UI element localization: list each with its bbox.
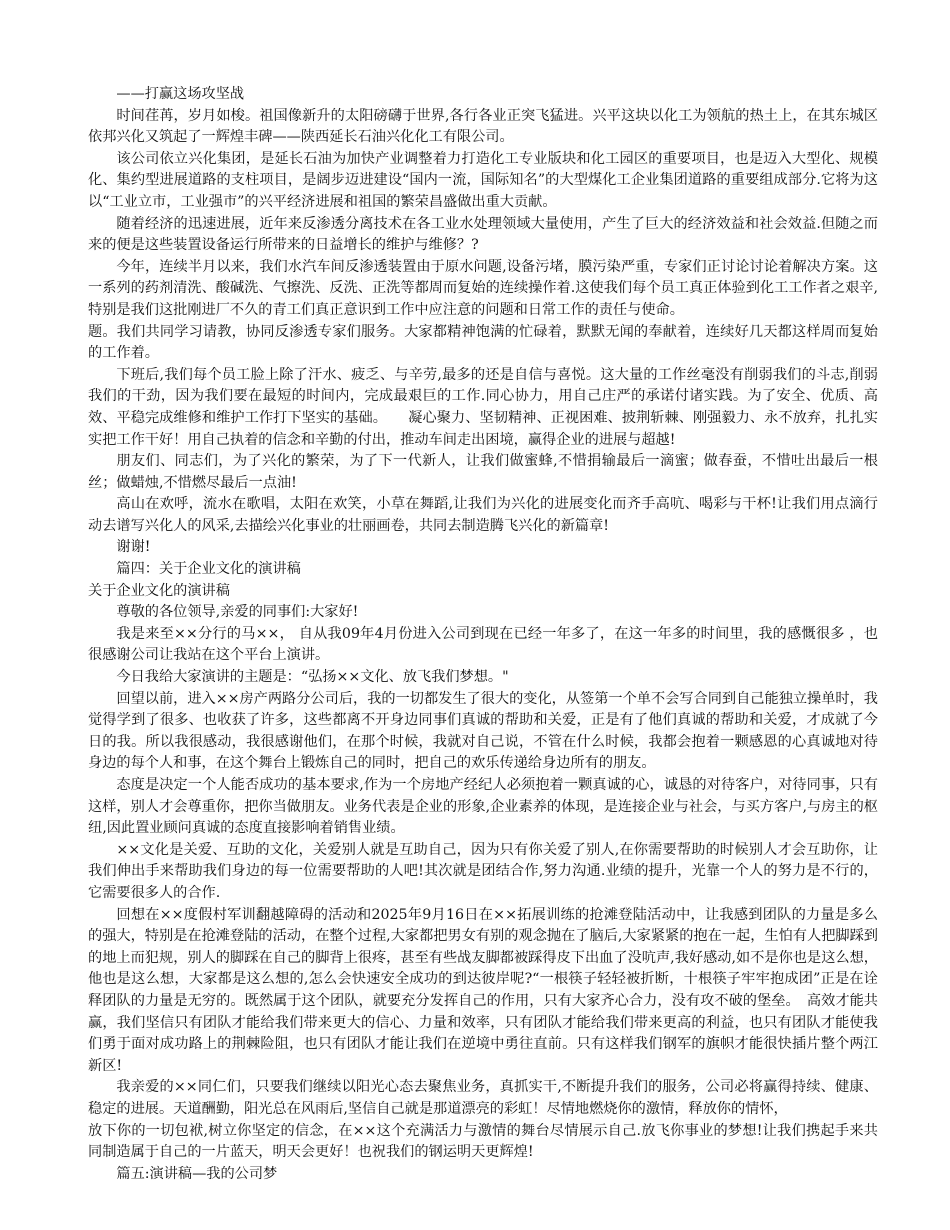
section-title: 关于企业文化的演讲稿 [88,582,230,599]
section-heading: 篇四：关于企业文化的演讲稿 [116,561,301,578]
paragraph: 朋友们、同志们，为了兴化的繁荣，为了下一代新人，让我们做蜜蜂,不惜捐输最后一滴蜜；做春蚕，不惜吐出最后一根丝；做蜡烛,不惜燃尽最后一点油! [88,453,878,491]
paragraph: 尊敬的各位领导,亲爱的同事们:大家好! [116,604,359,621]
paragraph: 该公司依立兴化集团，是延长石油为加快产业调整着力打造化工专业版块和化工园区的重要项目，也是迈入大型化、规模化、集约型进展道路的支柱项目，是阔步迈进建设“国内一流，国际知名”的大型煤化工企业集团道路的重要组成部分.它将为这以“工业立市，工业强市”的兴平经济进展和祖国的繁荣昌盛做出重大贡献。 [88,150,878,210]
paragraph: 我是来至××分行的马××， 自从我09年4月份进入公司到现在已经一年多了，在这一年多的时间里，我的感慨很多 ，也很感谢公司让我站在这个平台上演讲。 [88,625,878,664]
paragraph: 高山在欢呼，流水在歌唱，太阳在欢笑，小草在舞蹈,让我们为兴化的进展变化而齐手高吭、喝彩与干杯!让我们用点滴行动去谱写兴化人的风采,去描绘兴化事业的壮丽画卷，共同去制造腾飞兴化的新篇章! [88,496,878,534]
paragraph: ××文化是关爱、互助的文化，关爱别人就是互助自己，因为只有你关爱了别人,在你需要帮助的时候别人才会互助你，让我们伸出手来帮助我们身边的每一位需要帮助的人吧!其次就是团结合作,努力沟通.业绩的提升，光靠一个人的努力是不行的，它需要很多人的合作. [88,841,878,901]
paragraph: 态度是决定一个人能否成功的基本要求,作为一个房地产经纪人必须抱着一颗真诚的心，诚恳的对待客户，对待同事，只有这样，别人才会尊重你，把你当做朋友。业务代表是企业的形象,企业素养的体现，是连接企业与社会，与买方客户,与房主的枢纽,因此置业顾问真诚的态度直接影响着销售业绩。 [88,777,878,837]
document-body [88,84,878,1185]
paragraph: 今年，连续半月以来，我们水汽车间反渗透装置由于原水问题,设备污堵，膜污染严重，专家们正讨论讨论着解决方案。这一系列的药剂清洗、酸碱洗、气擦洗、反洗、正洗等都周而复始的连续操作着.这使我们每个员工真正体验到化工工作者之艰辛,特别是我们这批刚进厂不久的青工们真正意识到工作中应注意的问题和日常工作的责任与使命。 [88,258,878,318]
paragraph: 今日我给大家演讲的主题是：“弘扬××文化、放飞我们梦想。" [116,669,509,686]
section-heading: 篇五:演讲稿—我的公司梦 [116,1165,278,1182]
paragraph: 下班后,我们每个员工脸上除了汗水、疲乏、与辛劳,最多的还是自信与喜悦。这大量的工作丝毫没有削弱我们的斗志,削弱我们的干劲，因为我们要在最短的时间内，完成最艰巨的工作.同心协力，用自己庄严的承诺付诸实践。为了安全、优质、高效、平稳完成维修和维护工作打下坚实的基础。 凝心聚力、坚韧精神、正视困难、披荆斩棘、刚强毅力、永不放弃，扎扎实实把工作干好！用自己执着的信念和辛勤的付出，推动车间走出困境，赢得企业的进展与超越! [88,366,878,448]
paragraph: ——打赢这场攻坚战 [116,86,245,102]
paragraph: 放下你的一切包袱,树立你坚定的信念，在××这个充满活力与激情的舞台尽情展示自己.放飞你事业的梦想!让我们携起手来共同制造属于自己的一片蓝天，明天会更好！也祝我们的钢运明天更辉煌! [88,1122,878,1161]
paragraph: 我亲爱的××同仁们，只要我们继续以阳光心态去聚焦业务，真抓实干,不断提升我们的服务，公司必将赢得持续、健康、稳定的进展。天道酬勤，阳光总在风雨后,坚信自己就是那道漂亮的彩虹！尽情地燃烧你的激情，释放你的情怀， [88,1079,878,1117]
paragraph: 题。我们共同学习请教，协同反渗透专家们服务。大家都精神饱满的忙碌着，默默无闻的奉献着，连续好几天都这样周而复始的工作着。 [88,323,878,362]
paragraph: 谢谢! [116,539,151,556]
paragraph: 回望以前，进入××房产两路分公司后，我的一切都发生了很大的变化，从签第一个单不会写合同到自己能独立操单时，我觉得学到了很多、也收获了许多，这些都离不开身边同事们真诚的帮助和关爱，正是有了他们真诚的帮助和关爱，才成就了今日的我。所以我很感动，我很感谢他们，在那个时候，我就对自己说，不管在什么时候，我都会抱着一颗感恩的心真诚地对待身边的每个人和事，在这个舞台上锻炼自己的同时，把自己的欢乐传递给身边所有的朋友。 [88,690,878,772]
paragraph: 随着经济的迅速进展，近年来反渗透分离技术在各工业水处理领域大量使用，产生了巨大的经济效益和社会效益.但随之而来的便是这些装置设备运行所带来的日益增长的维护与维修？? [88,215,878,254]
paragraph: 回想在××度假村军训翻越障碍的活动和2025年9月16日在××拓展训练的抢滩登陆活动中，让我感到团队的力量是多么的强大，特别是在抢滩登陆的活动，在整个过程,大家都把男女有别的观念抛在了脑后,大家紧紧的抱在一起，生怕有人把脚踩到的地上而犯规，别人的脚踩在自己的脚背上很疼，甚至有些战友脚都被踩得皮下出血了没吭声,我好感动,如不是你也是这么想，他也是这么想，大家都是这么想的,怎么会快速安全成功的到达彼岸呢?“一根筷子轻轻被折断，十根筷子牢牢抱成团”正是在诠释团队的力量是无穷的。既然属于这个团队，就要充分发挥自己的作用，只有大家齐心合力，没有攻不破的堡垒。 高效才能共赢，我们坚信只有团队才能给我们带来更大的信心、力量和效率，只有团队才能给我们带来更高的利益，也只有团队才能使我们勇于面对成功路上的荆棘险阻，也只有团队才能让我们在逆境中勇往直前。只有这样我们钢军的旗帜才能很快插片整个两江新区! [88,906,878,1074]
paragraph: 时间荏苒，岁月如梭。祖国像新升的太阳磅礴于世界,各行各业正突飞猛进。兴平这块以化工为领航的热土上，在其东城区依邦兴化又筑起了一辉煌丰碑——陕西延长石油兴化化工有限公司。 [88,107,878,146]
